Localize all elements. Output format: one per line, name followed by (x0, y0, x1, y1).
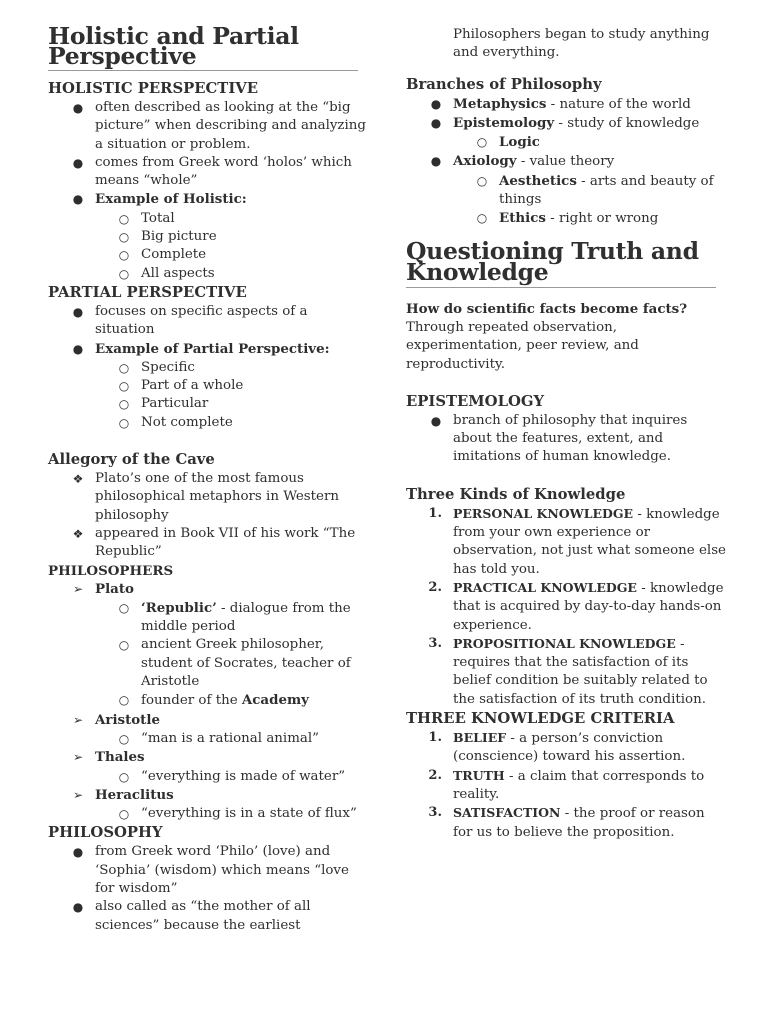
diamond-bullet-icon: ❖ (72, 472, 84, 487)
bullet-icon: ● (72, 341, 84, 356)
list-item: ● Example of Partial Perspective: (48, 340, 368, 359)
list-item: ○ “everything is made of water” (48, 768, 368, 786)
circle-bullet-icon: ○ (118, 600, 130, 615)
philosophy-list (48, 843, 368, 934)
kinds-heading: Three Kinds of Knowledge (406, 485, 626, 503)
epistemology-heading: EPISTEMOLOGY (406, 392, 545, 410)
bullet-icon: ● (72, 101, 84, 115)
criteria-list (406, 729, 726, 842)
diamond-bullet-icon: ❖ (72, 526, 84, 541)
spacer (406, 374, 726, 392)
branches-list (406, 95, 726, 134)
bullet-icon: ● (72, 900, 84, 915)
list-item: ○ Aesthetics - arts and beauty of things (406, 172, 726, 210)
bullet-icon: ● (72, 155, 84, 170)
list-item: ❖ Plato’s one of the most famous philosophical metaphors in Western philosophy (48, 470, 368, 525)
circle-bullet-icon: ○ (118, 266, 130, 281)
bullet-icon: ● (72, 304, 84, 319)
circle-bullet-icon: ○ (118, 415, 130, 430)
philosophers-list-2 (48, 711, 368, 730)
list-item: ● Epistemology - study of knowledge (406, 114, 726, 133)
list-item: 3. PROPOSITIONAL KNOWLEDGE - requires that the satisfaction of its belief condition be suitably related to the satisfaction of its truth condition. (428, 635, 708, 707)
spacer (406, 467, 726, 485)
circle-bullet-icon: ○ (118, 379, 130, 394)
philosopher-aristotle: ➢ Aristotle (48, 711, 368, 730)
philosopher-heraclitus: ➢ Heraclitus (48, 786, 368, 805)
circle-bullet-icon: ○ (118, 397, 130, 412)
spacer (406, 63, 726, 75)
circle-bullet-icon: ○ (476, 135, 488, 150)
list-item: 1. BELIEF - a person’s conviction (conscience) toward his assertion. (428, 730, 686, 765)
arrow-bullet-icon: ➢ (72, 712, 84, 727)
epistemology-sub (406, 133, 726, 152)
holistic-heading: HOLISTIC PERSPECTIVE (48, 80, 259, 97)
bullet-icon: ● (430, 413, 442, 428)
list-item: ○ Total (48, 210, 368, 228)
list-item: ○ founder of the Academy (48, 691, 368, 710)
criteria-heading: THREE KNOWLEDGE CRITERIA (406, 710, 675, 728)
list-item: ○ Particular (48, 395, 368, 413)
philosopher-plato: ➢ Plato (48, 580, 368, 599)
philosophers-list (48, 580, 368, 599)
kinds-list (406, 505, 726, 709)
list-item: ● focuses on specific aspects of a situation (48, 303, 368, 340)
circle-bullet-icon: ○ (118, 731, 130, 746)
list-item: ● comes from Greek word ‘holos’ which means “whole” (48, 154, 368, 191)
list-item: ○ Big picture (48, 228, 368, 246)
axiology-sub (406, 172, 726, 229)
list-item: ● Axiology - value theory (406, 152, 726, 171)
epistemology-list (406, 412, 726, 467)
list-item: ❖ appeared in Book VII of his work “The Republic” (48, 525, 368, 562)
holistic-examples (48, 210, 368, 283)
arrow-bullet-icon: ➢ (72, 787, 84, 802)
philosophy-heading: PHILOSOPHY (48, 824, 163, 842)
circle-bullet-icon: ○ (118, 638, 130, 653)
philosophers-list-4 (48, 786, 368, 805)
circle-bullet-icon: ○ (118, 230, 130, 245)
bullet-icon: ● (430, 115, 442, 130)
list-item: ○ Complete (48, 246, 368, 264)
circle-bullet-icon: ○ (118, 360, 130, 375)
list-item: ● from Greek word ‘Philo’ (love) and ‘Sophia’ (wisdom) which means “love for wisdom” (48, 843, 368, 898)
section-title: Questioning Truth and Knowledge (406, 241, 716, 288)
philosophers-list-3 (48, 748, 368, 767)
list-item: ○ “man is a rational animal” (48, 730, 368, 748)
list-item: ○ ‘Republic’ - dialogue from the middle period (48, 599, 368, 637)
cave-list (48, 470, 368, 561)
circle-bullet-icon: ○ (476, 211, 488, 226)
right-column (406, 26, 726, 842)
left-column (48, 22, 368, 935)
heraclitus-details (48, 805, 368, 823)
bullet-icon: ● (430, 96, 442, 111)
branches-list-2 (406, 152, 726, 171)
list-item: ○ Logic (406, 133, 726, 152)
circle-bullet-icon: ○ (118, 211, 130, 226)
partial-heading: PARTIAL PERSPECTIVE (48, 283, 247, 301)
philosophers-heading: PHILOSOPHERS (48, 562, 174, 579)
list-item: ● Example of Holistic: (48, 190, 368, 209)
spacer (48, 432, 368, 450)
list-item: 2. TRUTH - a claim that corresponds to reality. (428, 767, 705, 802)
document-title: Holistic and Partial Perspective (48, 26, 358, 71)
plato-details (48, 599, 368, 711)
list-item: ● also called as “the mother of all sciences” because the earliest (48, 898, 368, 935)
list-item: ● branch of philosophy that inquires about the features, extent, and imitations of human knowledge. (406, 412, 726, 467)
list-item: ○ Part of a whole (48, 377, 368, 395)
list-item: 1. PERSONAL KNOWLEDGE - knowledge from your own experience or observation, not just what someone else has told you. (428, 505, 726, 577)
list-item: ○ Specific (48, 359, 368, 377)
arrow-bullet-icon: ➢ (72, 750, 84, 765)
list-item: ○ Not complete (48, 414, 368, 432)
cave-heading: Allegory of the Cave (48, 451, 215, 469)
circle-bullet-icon: ○ (476, 173, 488, 188)
bullet-icon: ● (72, 192, 84, 207)
holistic-list (48, 99, 368, 210)
aristotle-details (48, 730, 368, 748)
continuation-list (406, 26, 726, 63)
list-item: ○ All aspects (48, 265, 368, 283)
circle-bullet-icon: ○ (118, 693, 130, 708)
circle-bullet-icon: ○ (118, 248, 130, 263)
partial-list (48, 303, 368, 359)
bullet-icon: ● (430, 154, 442, 169)
list-item: ○ ancient Greek philosopher, student of Socrates, teacher of Aristotle (48, 636, 368, 691)
circle-bullet-icon: ○ (118, 769, 130, 784)
philosopher-thales: ➢ Thales (48, 748, 368, 767)
partial-examples (48, 359, 368, 432)
arrow-bullet-icon: ➢ (72, 581, 84, 596)
list-item: ● often described as looking at the “big picture” when describing and analyzing a situation or problem. (48, 99, 368, 154)
list-item: 2. PRACTICAL KNOWLEDGE - knowledge that is acquired by day-to-day hands-on experience. (428, 579, 724, 633)
list-item: ○ “everything is in a state of flux” (48, 805, 368, 823)
question-text: How do scientific facts become facts? (406, 300, 688, 317)
circle-bullet-icon: ○ (118, 807, 130, 822)
list-item: Philosophers began to study anything and everything. (453, 27, 710, 61)
bullet-icon: ● (72, 845, 84, 860)
list-item: 3. SATISFACTION - the proof or reason for us to believe the proposition. (428, 805, 705, 840)
answer-text: Through repeated observation, experimentation, peer review, and reproductivity. (406, 319, 639, 372)
branches-heading: Branches of Philosophy (406, 75, 602, 93)
list-item: ● Metaphysics - nature of the world (406, 95, 726, 114)
list-item: ○ Ethics - right or wrong (406, 209, 726, 228)
thales-details (48, 768, 368, 786)
